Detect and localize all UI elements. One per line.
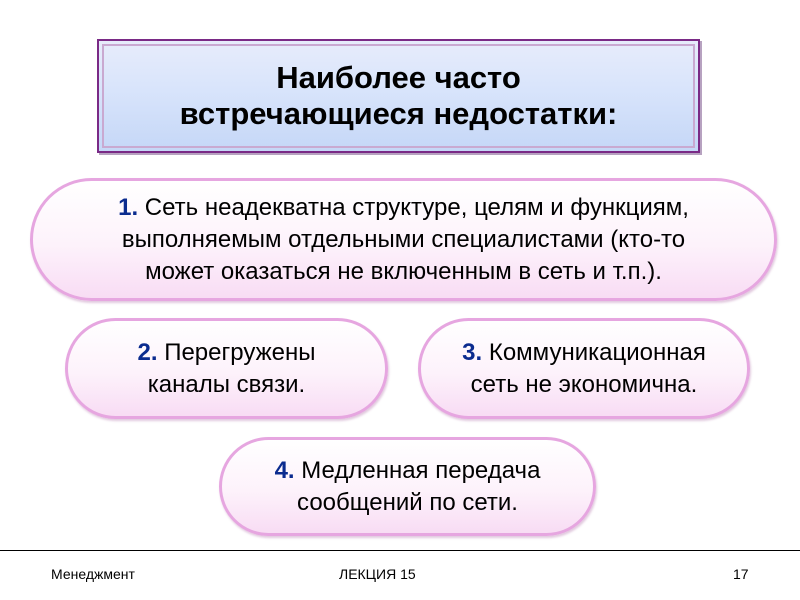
item-number: 3. bbox=[462, 338, 483, 366]
shortcoming-item-3 bbox=[418, 318, 750, 419]
footer-course-name: Менеджмент bbox=[51, 566, 135, 582]
item-text-line: Перегружены bbox=[164, 338, 316, 366]
shortcoming-item-1 bbox=[30, 178, 777, 301]
shortcoming-item-4 bbox=[219, 437, 596, 536]
item-text-line: выполняемым отдельными специалистами (кто-то bbox=[121, 225, 686, 253]
item-number: 2. bbox=[137, 338, 158, 366]
item-text-line: Сеть неадекватна структуре, целям и функциям, bbox=[144, 193, 689, 221]
item-text-line: каналы связи. bbox=[147, 370, 306, 398]
shortcoming-item-2 bbox=[65, 318, 388, 419]
footer-page-number: 17 bbox=[733, 566, 749, 582]
footer-divider bbox=[0, 550, 800, 551]
item-text-line: может оказаться не включенным в сеть и т.п.). bbox=[145, 257, 662, 285]
slide-title bbox=[180, 60, 618, 132]
item-text-line: сообщений по сети. bbox=[297, 488, 518, 516]
slide-title-box bbox=[97, 39, 700, 153]
title-line-1: Наиболее часто bbox=[276, 60, 521, 95]
item-number: 1. bbox=[118, 193, 139, 221]
footer-lecture-label: ЛЕКЦИЯ 15 bbox=[339, 566, 416, 582]
title-line-2: встречающиеся недостатки: bbox=[179, 96, 618, 131]
item-text-line: сеть не экономична. bbox=[470, 370, 698, 398]
item-text-line: Коммуникационная bbox=[488, 338, 706, 366]
item-text-line: Медленная передача bbox=[301, 456, 541, 484]
item-number: 4. bbox=[274, 456, 295, 484]
